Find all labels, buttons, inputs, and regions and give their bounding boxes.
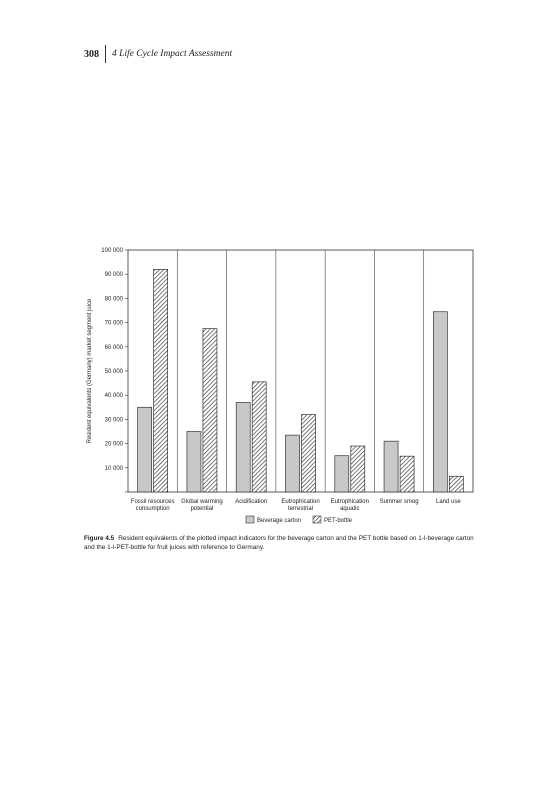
figure-caption [84, 534, 474, 552]
bar-pet-bottle [351, 446, 365, 492]
legend-swatch [313, 516, 321, 523]
bar-pet-bottle [400, 456, 414, 492]
bar-beverage-carton [384, 441, 398, 492]
x-category-label: Summer smog [379, 499, 419, 505]
x-category-label: potential [190, 506, 214, 512]
x-category-label: Acidification [235, 499, 268, 505]
bar-pet-bottle [203, 329, 217, 492]
y-tick-label: 50 000 [104, 369, 123, 375]
x-category-label: Eutrophication [330, 499, 369, 505]
bar-pet-bottle [154, 269, 168, 492]
bar-pet-bottle [302, 415, 316, 492]
y-tick-label: 30 000 [104, 417, 123, 424]
bar-pet-bottle [252, 382, 266, 492]
bar-beverage-carton [286, 435, 300, 492]
bar-pet-bottle [449, 476, 463, 492]
bar-beverage-carton [433, 312, 447, 492]
bar-beverage-carton [138, 407, 152, 492]
y-tick-label: 10 000 [104, 465, 123, 472]
legend-swatch [246, 516, 254, 523]
plot-frame [128, 250, 473, 492]
bar-beverage-carton [236, 402, 250, 492]
y-tick-label: 40 000 [104, 393, 123, 400]
x-category-label: aquatic [340, 506, 360, 512]
x-category-label: Fossil resources [130, 499, 175, 505]
bar-beverage-carton [187, 432, 201, 493]
legend-label: PET-bottle [324, 518, 353, 524]
page-number: 308 [84, 48, 99, 60]
chapter-title: 4 Life Cycle Impact Assessment [112, 49, 233, 59]
x-category-label: terrestrial [287, 506, 314, 512]
figure-label: Figure 4.5 [84, 535, 115, 542]
y-tick-label: 100 000 [101, 248, 123, 254]
y-tick-label: 20 000 [104, 441, 123, 448]
y-tick-label: 80 000 [104, 296, 123, 303]
y-tick-label: 60 000 [104, 344, 123, 351]
y-tick-label: 90 000 [104, 272, 123, 279]
bar-beverage-carton [335, 456, 349, 492]
y-axis-label: Resident equivalents (Germany) market segment juice [87, 298, 93, 444]
x-category-label: Eutrophication [281, 499, 320, 505]
figure-caption-text: Resident equivalents of the plotted impact indicators for the beverage carton and the PET bottle based on 1-l-beverage carton and the 1-l-PET-bottle for fruit juices with reference to Germany. [84, 535, 474, 551]
x-category-label: Global warming [181, 499, 223, 505]
y-tick-label: 70 000 [104, 320, 123, 327]
x-category-label: Land use [436, 499, 461, 505]
x-category-label: consumption [135, 506, 170, 512]
legend-label: Beverage carton [257, 518, 302, 524]
